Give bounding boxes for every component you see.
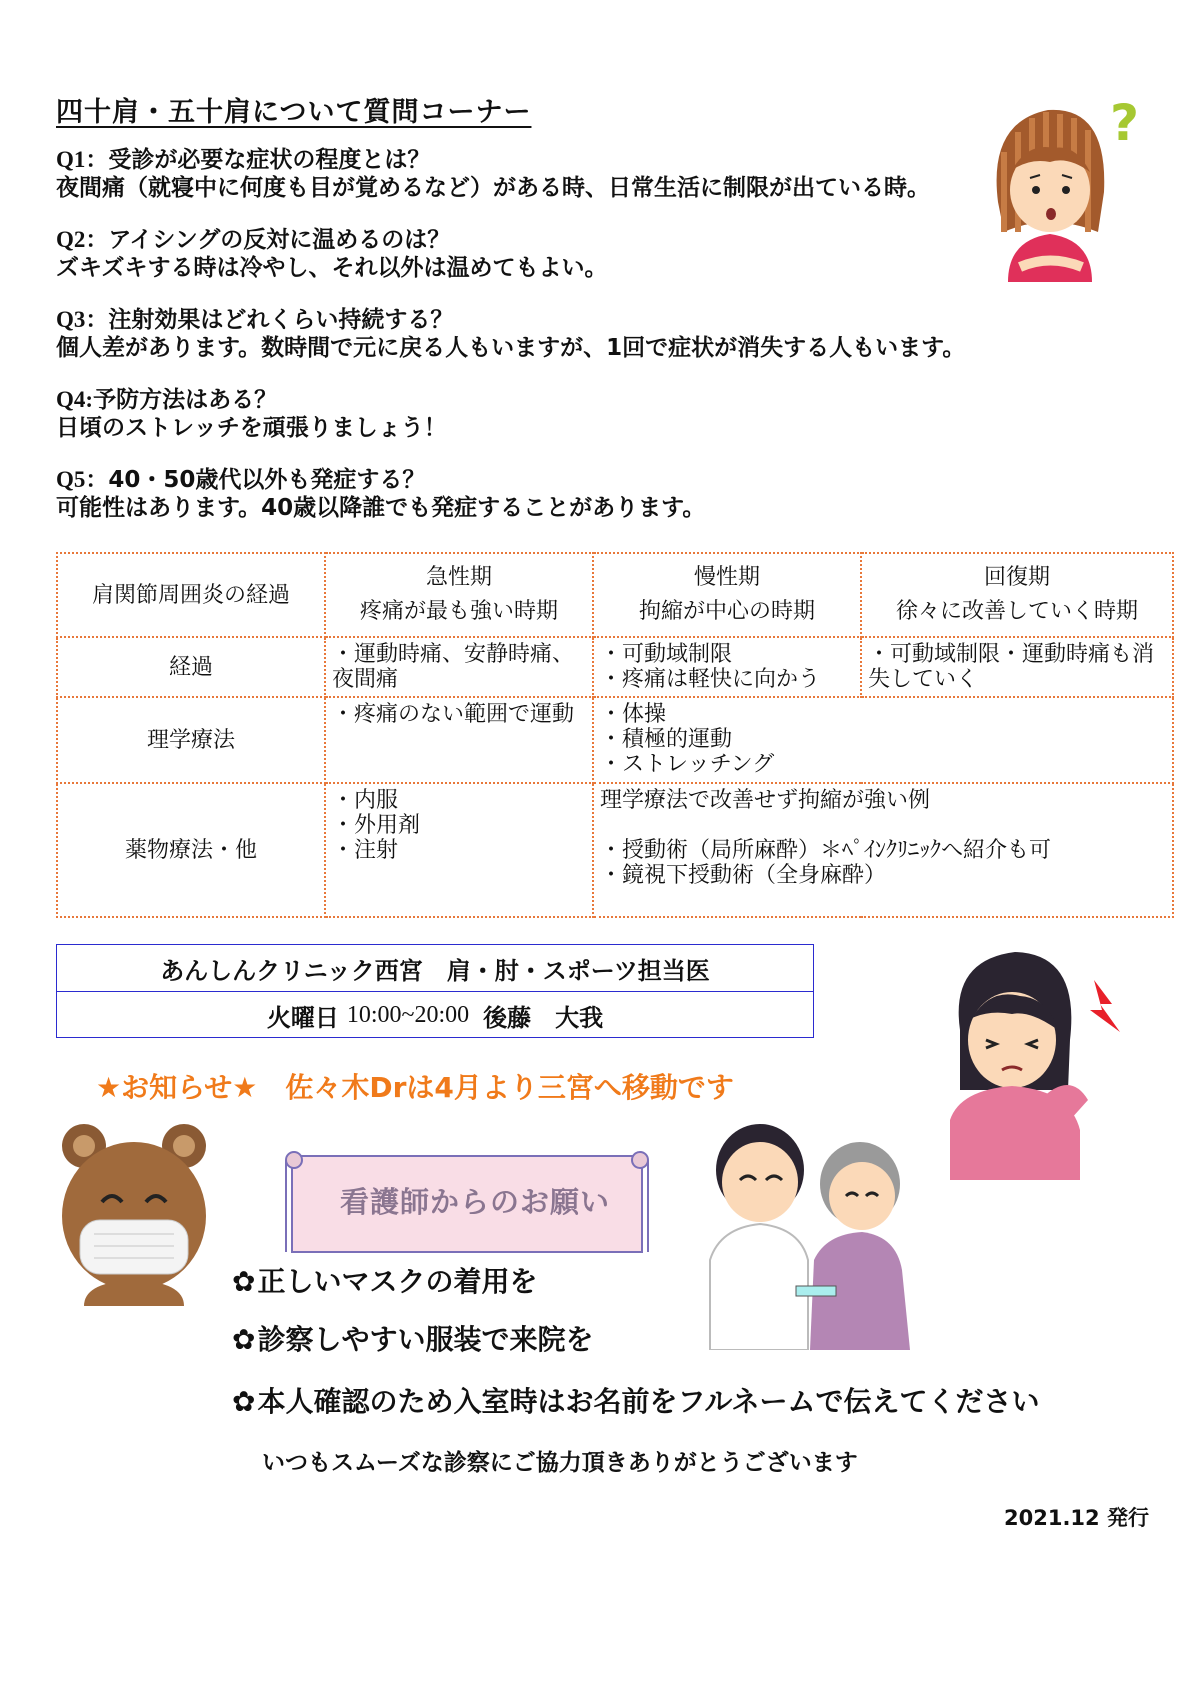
flower-icon: ✿ — [232, 1265, 256, 1298]
qa-answer: 可能性はあります。40歳以降誰でも発症することがあります。 — [56, 495, 706, 521]
phase-desc: 拘縮が中心の時期 — [638, 599, 815, 624]
qa-answer: ズキズキする時は冷やし、それ以外は温めてもよい。 — [56, 255, 608, 281]
phase-desc: 疼痛が最も強い時期 — [359, 599, 558, 624]
qa-question — [56, 466, 705, 494]
pt-other-cell — [593, 697, 1173, 783]
question-text: ：40・50歳代以外も発症する？ — [85, 467, 426, 493]
thinking-girl-illustration — [968, 82, 1158, 282]
issue-date: 2021.12 発行 — [1004, 1506, 1149, 1530]
table-row-course — [57, 637, 1173, 697]
schedule-time: 10:00~20:00 — [346, 1001, 470, 1028]
pt-acute-cell: ・疼痛のない範囲で運動 — [325, 697, 593, 783]
question-number: Q2 — [56, 227, 86, 252]
qa-question — [56, 306, 965, 334]
doctor-schedule-box — [56, 944, 814, 1038]
qa-answer: 日頃のストレッチを頑張りましょう！ — [56, 415, 447, 441]
table-corner-cell: 肩関節周囲炎の経過 — [57, 553, 325, 637]
request-item-3 — [232, 1380, 1040, 1420]
qa-question — [56, 146, 930, 174]
qa-item-5 — [56, 466, 705, 522]
pain-bolt-icon — [1090, 980, 1120, 1032]
row-label: 薬物療法・他 — [57, 783, 325, 917]
table-row-pt — [57, 697, 1173, 783]
list-item: ・外用剤 — [332, 813, 421, 838]
phase-acute-header — [325, 553, 593, 637]
phase-name: 急性期 — [425, 565, 492, 590]
list-item: ・可動域制限 — [600, 642, 733, 667]
qa-answer: 個人差があります。数時間で元に戻る人もいますが、1回で症状が消失する人もいます。 — [56, 335, 966, 361]
question-text: ：受診が必要な症状の程度とは？ — [85, 147, 431, 173]
question-text: 予防方法はある？ — [93, 387, 278, 413]
qa-section-title: 四十肩・五十肩について質問コーナー — [56, 97, 532, 128]
flower-icon: ✿ — [232, 1385, 256, 1418]
notice-text: ★お知らせ★ 佐々木Drは4月より三宮へ移動です — [96, 1071, 734, 1104]
flower-icon: ✿ — [232, 1323, 256, 1356]
question-mark-icon: ? — [1110, 94, 1140, 152]
phase-recovery-header — [861, 553, 1173, 637]
qa-item-3 — [56, 306, 965, 362]
table-row-drug — [57, 783, 1173, 917]
question-number: Q1 — [56, 147, 86, 172]
schedule-day: 火曜日 — [266, 1003, 339, 1032]
request-item-2 — [232, 1318, 593, 1358]
request-text: 本人確認のため入室時はお名前をフルネームで伝えてください — [257, 1385, 1040, 1418]
question-text: ：注射効果はどれくらい持続する？ — [85, 307, 454, 333]
request-text: 診察しやすい服装で来院を — [257, 1323, 594, 1356]
doctor-name: 後藤 大我 — [483, 1003, 604, 1032]
question-text: ：アイシングの反対に温めるのは？ — [85, 227, 451, 253]
request-item-1 — [232, 1260, 537, 1300]
thanks-message: いつもスムーズな診察にご協力頂きありがとうございます — [262, 1450, 858, 1476]
drug-acute-cell — [325, 783, 593, 917]
list-item: ・積極的運動 — [600, 727, 733, 752]
question-number: Q3 — [56, 307, 86, 332]
list-item: ・注射 — [332, 838, 399, 863]
list-item: ・内服 — [332, 788, 399, 813]
phase-chronic-header — [593, 553, 861, 637]
shoulder-pain-illustration — [920, 940, 1140, 1180]
nurse-request-title: 看護師からのお願い — [339, 1185, 610, 1219]
question-number: Q5 — [56, 467, 86, 492]
qa-item-2 — [56, 226, 608, 282]
phase-desc: 徐々に改善していく時期 — [895, 599, 1138, 624]
qa-item-4 — [56, 386, 447, 442]
row-label: 経過 — [57, 637, 325, 697]
list-intro: 理学療法で改善せず拘縮が強い例 — [600, 788, 931, 813]
table-header-row — [57, 553, 1173, 637]
course-recovery-cell: ・可動域制限・運動時痛も消失していく — [861, 637, 1173, 697]
request-text: 正しいマスクの着用を — [257, 1265, 538, 1298]
question-number: Q4: — [56, 387, 94, 412]
phase-name: 慢性期 — [693, 565, 760, 590]
course-acute-cell: ・運動時痛、安静時痛、夜間痛 — [325, 637, 593, 697]
list-item: ・体操 — [600, 702, 667, 727]
row-label: 理学療法 — [57, 697, 325, 783]
qa-answer: 夜間痛（就寝中に何度も目が覚めるなど）がある時、日常生活に制限が出ている時。 — [56, 175, 930, 201]
shoulder-course-table — [56, 552, 1174, 918]
list-item: ・疼痛は軽快に向かう — [600, 667, 821, 692]
qa-question — [56, 386, 447, 414]
bear-mask-illustration — [54, 1116, 214, 1306]
qa-item-1 — [56, 146, 930, 202]
drug-other-cell — [593, 783, 1173, 917]
list-item: ・ストレッチング — [600, 752, 775, 777]
qa-question — [56, 226, 608, 254]
nurse-illustration — [690, 1110, 930, 1350]
list-item: ・鏡視下授動術（全身麻酔） — [600, 863, 887, 888]
course-chronic-cell — [593, 637, 861, 697]
schedule-line — [57, 991, 813, 1038]
clinic-line: あんしんクリニック西宮 肩・肘・スポーツ担当医 — [160, 956, 710, 985]
phase-name: 回復期 — [983, 565, 1050, 590]
list-item: ・授動術（局所麻酔）＊ﾍﾟｲﾝｸﾘﾆｯｸへ紹介も可 — [600, 838, 1052, 863]
